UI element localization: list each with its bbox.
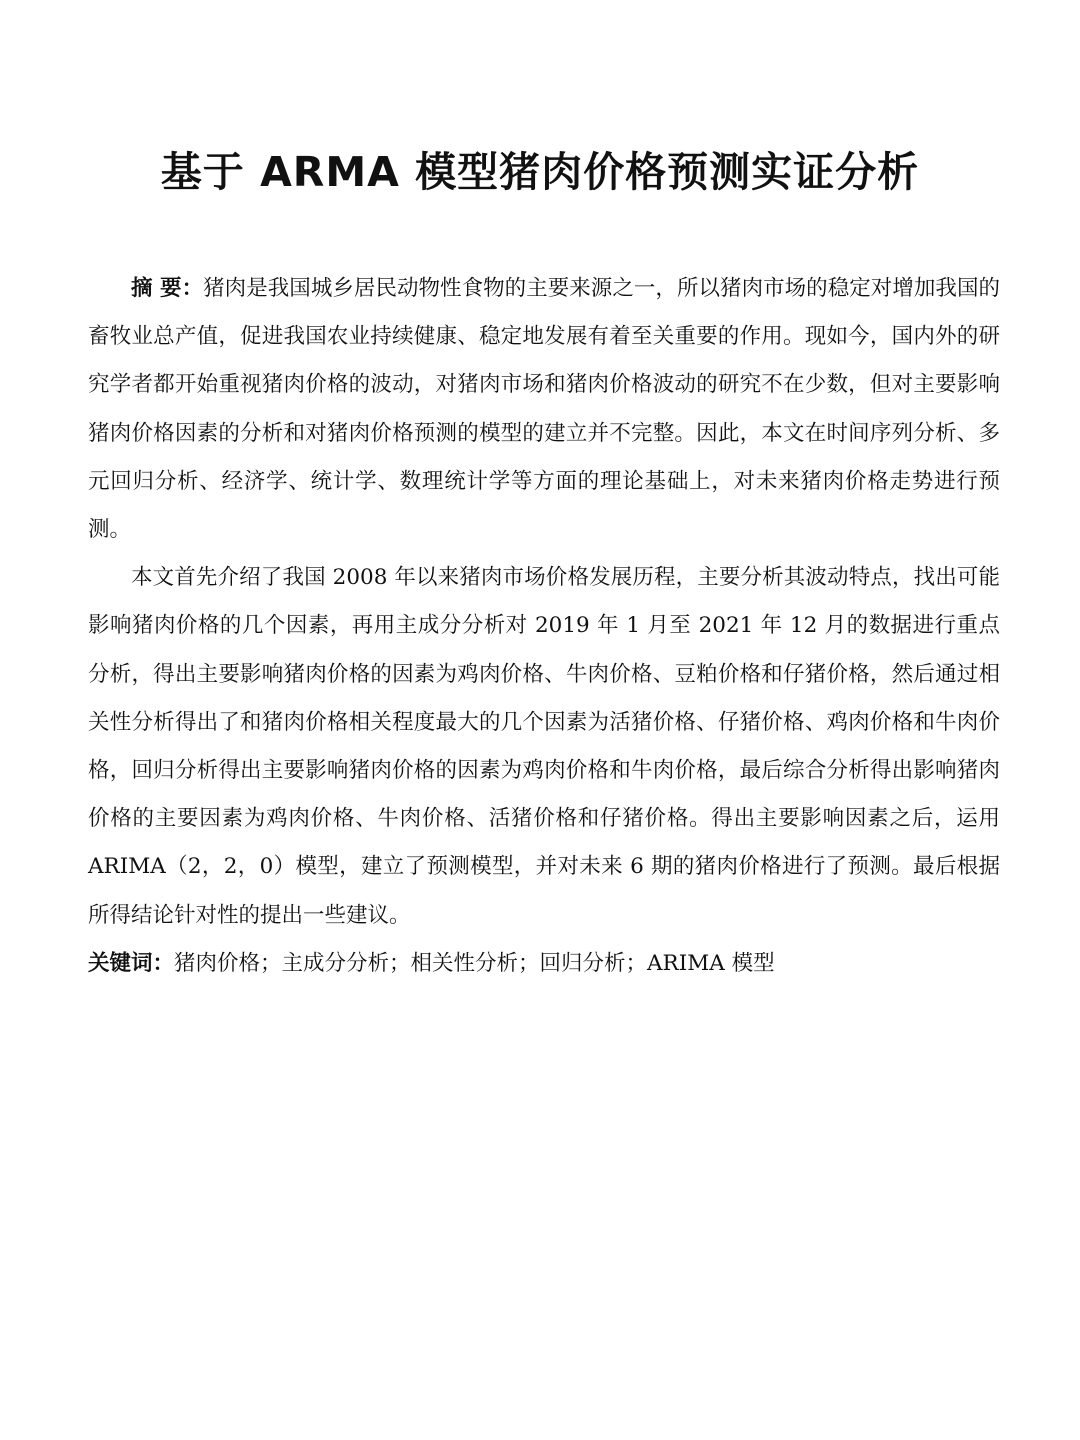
abstract-text-1: 猪肉是我国城乡居民动物性食物的主要来源之一，所以猪肉市场的稳定对增加我国的畜牧业总产值，促进我国农业持续健康、稳定地发展有着至关重要的作用。现如今，国内外的研究学者都开始重视猪肉价格的波动，对猪肉市场和猪肉价格波动的研究不在少数，但对主要影响猪肉价格因素的分析和对猪肉价格预测的模型的建立并不完整。因此，本文在时间序列分析、多元回归分析、经济学、统计学、数理统计学等方面的理论基础上，对未来猪肉价格走势进行预测。: [88, 276, 1000, 543]
abstract-label: 摘 要：: [131, 276, 204, 301]
keywords-text: 猪肉价格；主成分分析；相关性分析；回归分析；ARIMA 模型: [174, 950, 775, 976]
keywords-line: [88, 940, 1000, 988]
page-title: 基于 ARMA 模型猪肉价格预测实证分析: [160, 148, 920, 196]
keywords-label: 关键词：: [88, 950, 175, 976]
abstract-section: [88, 265, 1000, 988]
abstract-paragraph-2: 本文首先介绍了我国 2008 年以来猪肉市场价格发展历程，主要分析其波动特点，找出可能影响猪肉价格的几个因素，再用主成分分析对 2019 年 1 月至 2021 年 12 月的数据进行重点分析，得出主要影响猪肉价格的因素为鸡肉价格、牛肉价格、豆粕价格和仔猪价格，然后通过相关性分析得出了和猪肉价格相关程度最大的几个因素为活猪价格、仔猪价格、鸡肉价格和牛肉价格，回归分析得出主要影响猪肉价格的因素为鸡肉价格和牛肉价格，最后综合分析得出影响猪肉价格的主要因素为鸡肉价格、牛肉价格、活猪价格和仔猪价格。得出主要影响因素之后，运用 ARIMA（2，2，0）模型，建立了预测模型，并对未来 6 期的猪肉价格进行了预测。最后根据所得结论针对性的提出一些建议。: [88, 565, 1000, 928]
abstract-paragraph-1: [88, 265, 1000, 554]
